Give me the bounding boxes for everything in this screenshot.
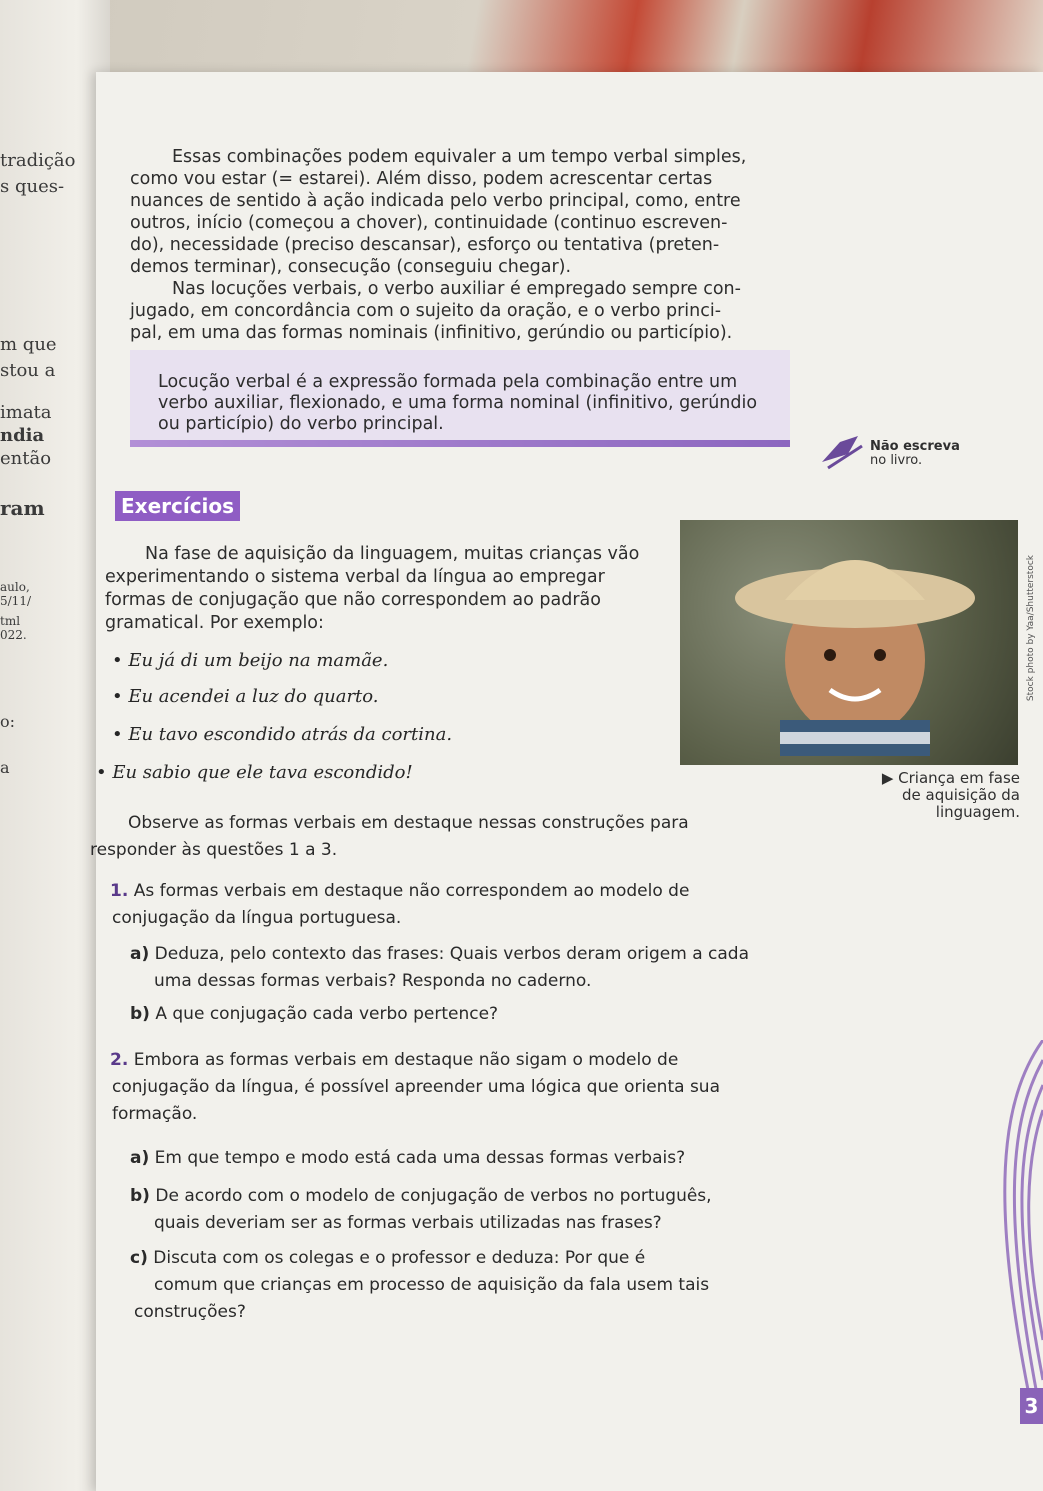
question-2c [130, 1245, 830, 1326]
question-1b [130, 1001, 830, 1028]
text-line: conjugação da língua, é possível apreender uma lógica que orienta sua [112, 1077, 720, 1097]
example-text: Eu já di um beijo na mamãe. [128, 650, 389, 671]
example-item: • Eu já di um beijo na mamãe. [112, 650, 389, 671]
margin-fragment: stou a [0, 360, 56, 381]
question-2a [130, 1145, 830, 1172]
text-line: demos terminar), consecução (conseguiu chegar). [130, 257, 572, 277]
question-1a [130, 941, 830, 995]
question-number: 1. [110, 881, 129, 901]
margin-fragment: o: [0, 712, 16, 731]
text-line: Na fase de aquisição da linguagem, muitas crianças vão [145, 544, 640, 564]
margin-fragment: ram [0, 496, 45, 520]
item-label: a) [130, 944, 150, 964]
item-label: b) [130, 1004, 150, 1024]
text-line: Locução verbal é a expressão formada pela combinação entre um [158, 372, 738, 392]
text-line: ou particípio) do verbo principal. [158, 414, 444, 434]
text-line: 1. As formas verbais em destaque não correspondem ao modelo de [110, 881, 690, 901]
no-write-icon [818, 432, 868, 472]
photo-caption [850, 770, 1020, 821]
text-line: b) De acordo com o modelo de conjugação de verbos no português, [130, 1186, 712, 1206]
item-label: c) [130, 1248, 148, 1268]
margin-fragment: ndia [0, 425, 45, 446]
observe-paragraph [90, 810, 850, 864]
text-line: gramatical. Por exemplo: [105, 613, 324, 633]
text-line: Observe as formas verbais em destaque nessas construções para [128, 813, 689, 833]
margin-fragment: 022. [0, 628, 27, 642]
margin-fragment: tradição [0, 150, 76, 171]
text-line: responder às questões 1 a 3. [90, 840, 338, 860]
example-item: • Eu tavo escondido atrás da cortina. [112, 724, 453, 745]
margin-fragment: 5/11/ [0, 594, 31, 608]
text-line: a) Em que tempo e modo está cada uma dessas formas verbais? [130, 1148, 686, 1168]
exercises-intro [105, 543, 685, 635]
text-line: construções? [134, 1302, 246, 1322]
left-page-edge [0, 0, 110, 1491]
text-line: uma dessas formas verbais? Responda no caderno. [154, 971, 592, 991]
example-text: Eu acendei a luz do quarto. [128, 686, 379, 707]
text-line: outros, início (começou a chover), continuidade (continuo escreven- [130, 213, 728, 233]
exercises-title: Exercícios [115, 491, 240, 521]
text-line: como vou estar (= estarei). Além disso, podem acrescentar certas [130, 169, 713, 189]
notice-line: no livro. [870, 453, 923, 468]
caption-line: linguagem. [935, 803, 1020, 821]
text-line: b) A que conjugação cada verbo pertence? [130, 1004, 499, 1024]
margin-fragment: m que [0, 334, 57, 355]
photo-credit: Stock photo by Yaa/Shutterstock [1026, 555, 1036, 702]
intro-paragraph-2 [130, 278, 780, 344]
text-line: experimentando o sistema verbal da língua ao empregar [105, 567, 605, 587]
caption-line: ▶ Criança em fase [881, 769, 1020, 787]
text-line: 2. Embora as formas verbais em destaque não sigam o modelo de [110, 1050, 679, 1070]
caption-line: de aquisição da [902, 786, 1020, 804]
definition-text [158, 372, 778, 435]
margin-fragment: tml [0, 614, 21, 628]
text-line: formas de conjugação que não correspondem ao padrão [105, 590, 601, 610]
decorative-swirl [960, 1040, 1043, 1400]
text-line: jugado, em concordância com o sujeito da oração, e o verbo princi- [130, 301, 722, 321]
text-line: comum que crianças em processo de aquisição da fala usem tais [154, 1275, 710, 1295]
text-line: c) Discuta com os colegas e o professor e deduza: Por que é [130, 1248, 646, 1268]
child-photo [680, 520, 1018, 765]
margin-fragment: s ques- [0, 176, 65, 197]
child-illustration [680, 520, 1018, 765]
text-line: a) Deduza, pelo contexto das frases: Quais verbos deram origem a cada [130, 944, 750, 964]
text-line: do), necessidade (preciso descansar), esforço ou tentativa (preten- [130, 235, 720, 255]
example-item: • Eu sabio que ele tava escondido! [96, 762, 413, 783]
text-line: conjugação da língua portuguesa. [112, 908, 402, 928]
notice-line: Não escreva [870, 439, 960, 454]
text-line: Nas locuções verbais, o verbo auxiliar é empregado sempre con- [172, 279, 741, 299]
example-text: Eu tavo escondido atrás da cortina. [128, 724, 453, 745]
no-write-notice [870, 440, 960, 468]
text-line: quais deveriam ser as formas verbais utilizadas nas frases? [154, 1213, 662, 1233]
question-2b [130, 1183, 830, 1237]
definition-underline [130, 440, 790, 447]
page-number: 3 [1020, 1388, 1043, 1424]
text-line: formação. [112, 1104, 198, 1124]
question-1 [110, 878, 830, 932]
margin-fragment: a [0, 758, 10, 777]
text-line: pal, em uma das formas nominais (infinitivo, gerúndio ou particípio). [130, 323, 733, 343]
example-item: • Eu acendei a luz do quarto. [112, 686, 379, 707]
text-line: Essas combinações podem equivaler a um tempo verbal simples, [172, 147, 747, 167]
text-line: verbo auxiliar, flexionado, e uma forma nominal (infinitivo, gerúndio [158, 393, 758, 413]
question-number: 2. [110, 1050, 129, 1070]
margin-fragment: imata [0, 402, 52, 423]
margin-fragment: então [0, 448, 52, 469]
item-label: a) [130, 1148, 150, 1168]
margin-fragment: aulo, [0, 580, 30, 594]
text-line: nuances de sentido à ação indicada pelo verbo principal, como, entre [130, 191, 741, 211]
example-text: Eu sabio que ele tava escondido! [112, 762, 413, 783]
item-label: b) [130, 1186, 150, 1206]
question-2 [110, 1047, 830, 1128]
intro-paragraph-1 [130, 146, 780, 278]
